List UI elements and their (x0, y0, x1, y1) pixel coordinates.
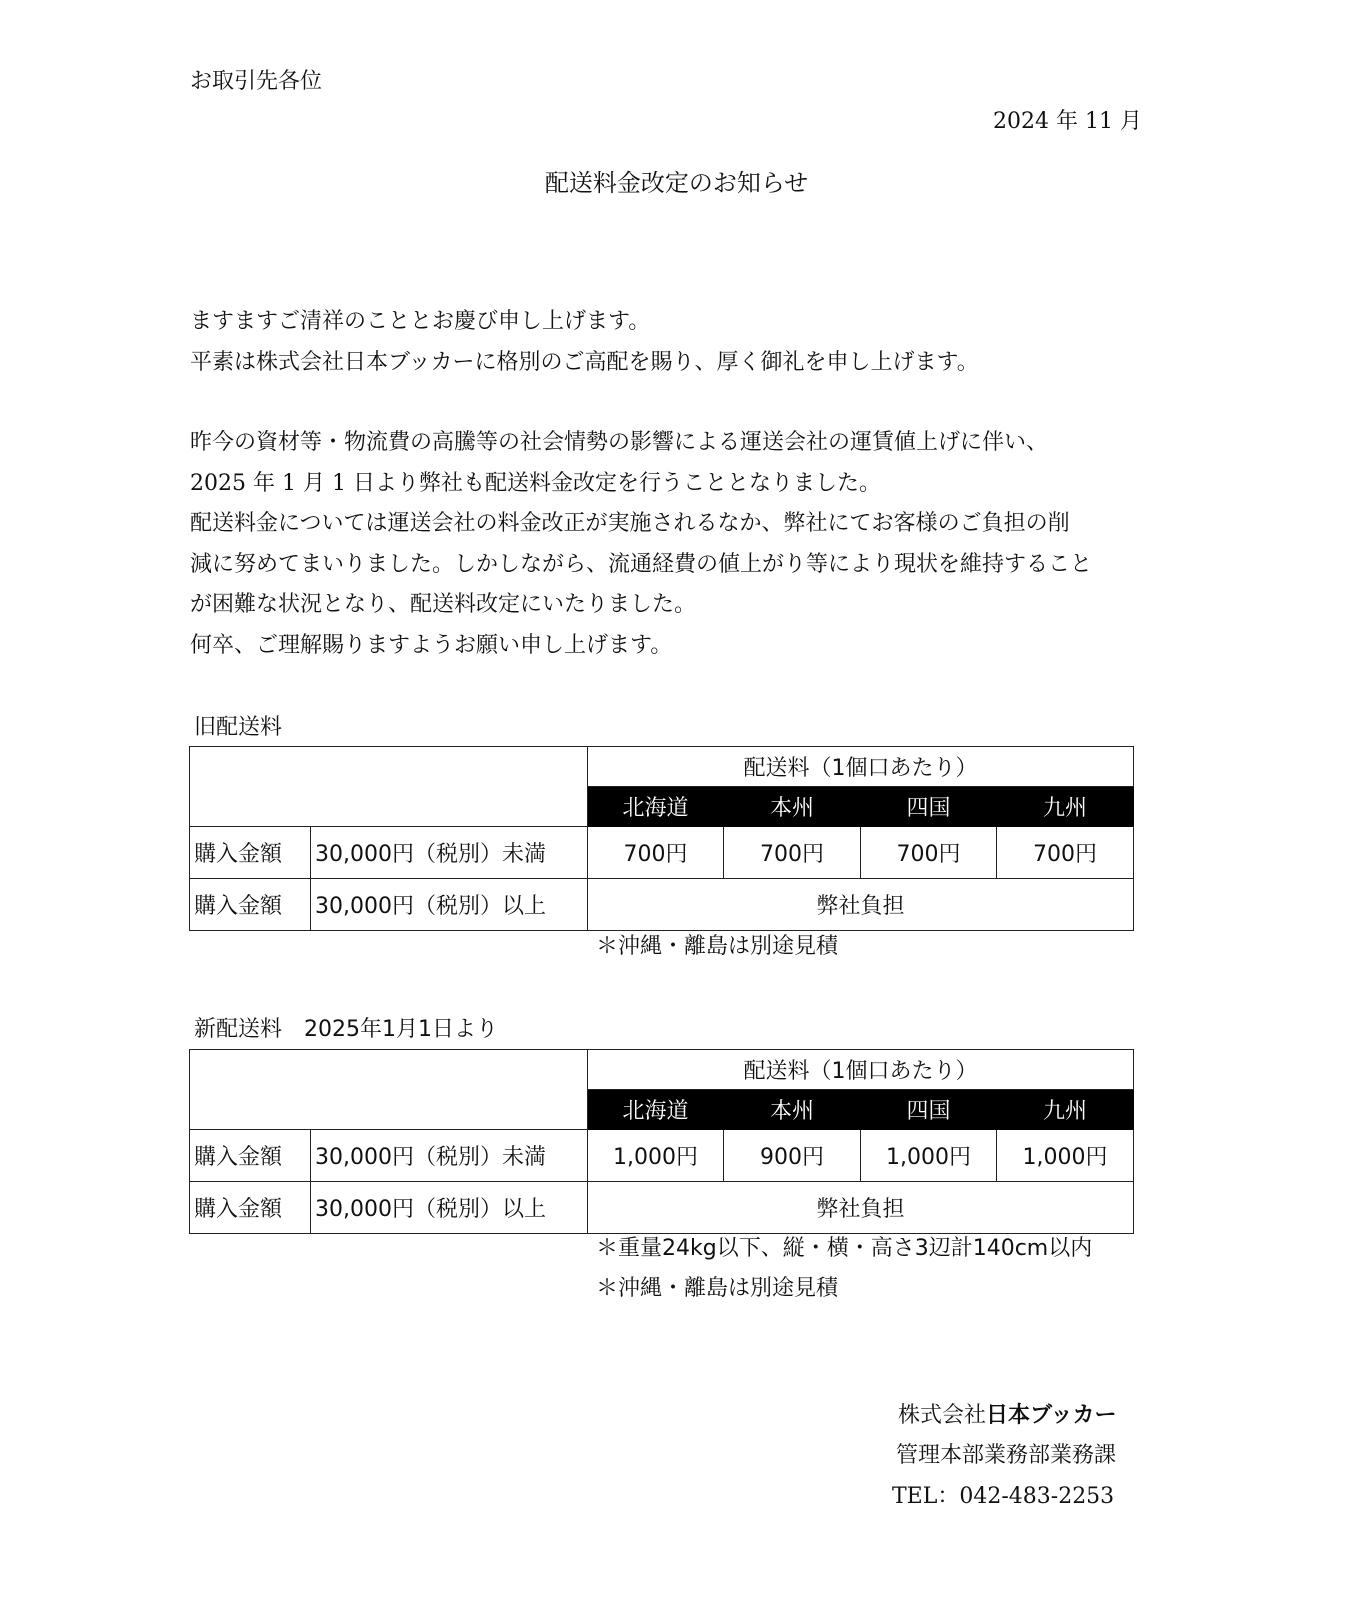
table-corner-cell (190, 747, 588, 827)
table-row (190, 1130, 1134, 1182)
department-name: 管理本部業務部業務課 (896, 1443, 1117, 1468)
new-rates-label: 新配送料 2025年1月1日より (194, 1017, 498, 1042)
new-rates-table (189, 1049, 1134, 1234)
body-line: が困難な状況となり、配送料改定にいたりました。 (190, 592, 697, 617)
row-condition: 30,000円（税別）未満 (311, 827, 588, 879)
price-cell: 1,000円 (861, 1130, 997, 1182)
body-line: 昨今の資材等・物流費の高騰等の社会情勢の影響による運送会社の運賃値上げに伴い、 (190, 430, 1049, 455)
row-condition: 30,000円（税別）未満 (311, 1130, 588, 1182)
old-rates-table (189, 746, 1134, 931)
rate-header: 配送料（1個口あたり） (588, 747, 1134, 787)
body-line: 2025 年 1 月 1 日より弊社も配送料金改定を行うこととなりました。 (190, 470, 881, 496)
rate-header: 配送料（1個口あたり） (588, 1050, 1134, 1090)
note-line: ＊沖縄・離島は別途見積 (596, 1276, 839, 1301)
table-row (190, 1182, 1134, 1234)
note-line: ＊沖縄・離島は別途見積 (596, 934, 839, 959)
table-row (190, 879, 1134, 931)
price-cell: 1,000円 (997, 1130, 1134, 1182)
old-rates-label: 旧配送料 (194, 715, 283, 740)
company-prefix: 株式会社 (898, 1403, 987, 1428)
price-cell: 700円 (997, 827, 1134, 879)
region-kyushu: 九州 (997, 1090, 1134, 1130)
new-rates-notes (596, 1229, 1092, 1309)
row-label: 購入金額 (190, 827, 311, 879)
table-corner-cell (190, 1050, 588, 1130)
price-cell: 900円 (724, 1130, 861, 1182)
issue-date: 2024 年 11 月 (993, 109, 1142, 134)
body-line: 配送料金については運送会社の料金改正が実施されるなか、弊社にてお客様のご負担の削 (190, 511, 1070, 536)
merged-price-cell: 弊社負担 (588, 879, 1134, 931)
document-title: 配送料金改定のお知らせ (544, 169, 809, 197)
region-shikoku: 四国 (861, 787, 997, 827)
old-rates-notes (596, 927, 838, 967)
telephone-number: TEL：042-483-2253 (892, 1484, 1115, 1509)
price-cell: 700円 (861, 827, 997, 879)
price-cell: 700円 (588, 827, 724, 879)
region-shikoku: 四国 (861, 1090, 997, 1130)
table-row (190, 827, 1134, 879)
note-line: ＊重量24kg以下、縦・横・高さ3辺計140cm以内 (596, 1236, 1093, 1261)
region-honshu: 本州 (724, 787, 861, 827)
region-honshu: 本州 (724, 1090, 861, 1130)
region-kyushu: 九州 (997, 787, 1134, 827)
row-condition: 30,000円（税別）以上 (311, 1182, 588, 1234)
body-line: 何卒、ご理解賜りますようお願い申し上げます。 (190, 632, 673, 658)
greeting-paragraph (190, 302, 979, 383)
merged-price-cell: 弊社負担 (588, 1182, 1134, 1234)
region-hokkaido: 北海道 (588, 1090, 724, 1130)
row-condition: 30,000円（税別）以上 (311, 879, 588, 931)
company-name (898, 1398, 1116, 1429)
addressee: お取引先各位 (190, 69, 323, 94)
row-label: 購入金額 (190, 1182, 311, 1234)
body-line: 減に努めてまいりました。しかしながら、流通経費の値上がり等により現状を維持すること (190, 551, 1093, 577)
greeting-line: ますますご清祥のこととお慶び申し上げます。 (190, 309, 651, 334)
greeting-line: 平素は株式会社日本ブッカーに格別のご高配を賜り、厚く御礼を申し上げます。 (190, 349, 979, 375)
row-label: 購入金額 (190, 879, 311, 931)
region-hokkaido: 北海道 (588, 787, 724, 827)
row-label: 購入金額 (190, 1130, 311, 1182)
company-name-bold: 日本ブッカー (986, 1403, 1117, 1428)
body-paragraph (190, 423, 1092, 666)
price-cell: 1,000円 (588, 1130, 724, 1182)
price-cell: 700円 (724, 827, 861, 879)
